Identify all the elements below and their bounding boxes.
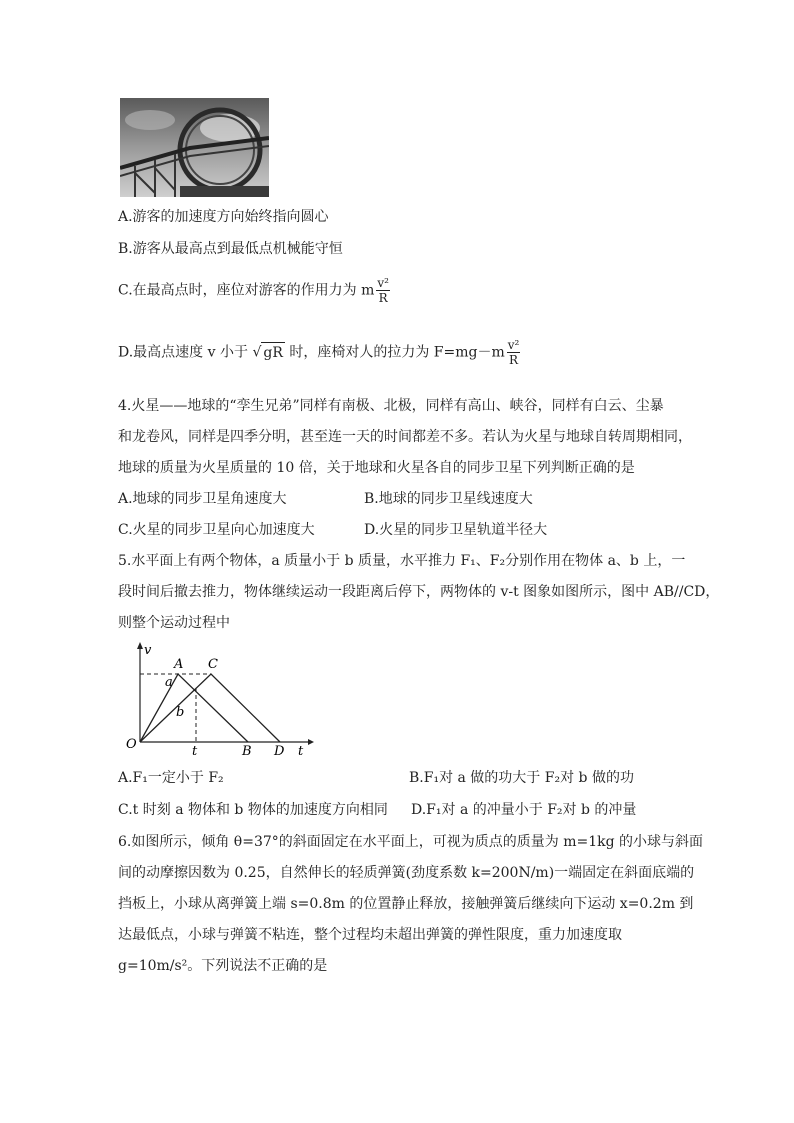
q3-option-c-text: C.在最高点时，座位对游客的作用力为 m: [118, 282, 375, 299]
q3-option-d-mid: 时，座椅对人的拉力为 F=mg－m: [284, 344, 505, 361]
point-a-label: A: [174, 657, 184, 672]
time-t-label: t: [192, 744, 198, 759]
q4-option-a: A.地球的同步卫星角速度大: [118, 491, 287, 507]
sqrt-radicand: gR: [261, 342, 285, 363]
origin-label: O: [126, 737, 137, 752]
v-axis-label: v: [144, 643, 152, 658]
q5-stem-line-1: 5.水平面上有两个物体，a 质量小于 b 质量，水平推力 F₁、F₂分别作用在物体 a、b 上，一: [118, 553, 686, 569]
v-axis-arrow-icon: [137, 642, 143, 649]
q4-stem-line-2: 和龙卷风，同样是四季分明，甚至连一天的时间都差不多。若认为火星与地球自转周期相同，: [118, 429, 692, 445]
q3-option-d-text: D.最高点速度 v 小于: [118, 344, 253, 361]
q3-option-a: A.游客的加速度方向始终指向圆心: [118, 209, 329, 225]
q6-stem-line-5: g=10m/s²。下列说法不正确的是: [118, 958, 328, 974]
fraction: [507, 338, 521, 367]
q5-option-a: A.F₁一定小于 F₂: [118, 770, 224, 786]
q4-option-b: B.地球的同步卫星线速度大: [364, 491, 533, 507]
point-c-label: C: [208, 657, 218, 672]
t-axis-label: t: [298, 744, 304, 759]
q5-option-d: D.F₁对 a 的冲量小于 F₂对 b 的冲量: [411, 802, 637, 818]
q5-option-c: C.t 时刻 a 物体和 b 物体的加速度方向相同: [118, 802, 388, 818]
q5-stem-line-2: 段时间后撤去推力，物体继续运动一段距离后停下，两物体的 v-t 图象如图所示，图中 AB//CD，: [118, 584, 720, 600]
fraction-denominator: R: [509, 353, 519, 367]
roller-coaster-photo: [120, 98, 269, 197]
vt-graph: [120, 640, 315, 762]
q4-option-c: C.火星的同步卫星向心加速度大: [118, 522, 315, 538]
line-b: [140, 674, 280, 742]
q5-option-b: B.F₁对 a 做的功大于 F₂对 b 做的功: [409, 770, 634, 786]
q3-option-d: D.最高点速度 v 小于 √ gR 时，座椅对人的拉力为 F=mg－m $\frac{\text{v²}}{R}$: [118, 338, 520, 367]
q3-option-b: B.游客从最高点到最低点机械能守恒: [118, 241, 343, 257]
q5-stem-line-3: 则整个运动过程中: [118, 615, 230, 631]
q6-stem-line-2: 间的动摩擦因数为 0.25，自然伸长的轻质弹簧(劲度系数 k=200N/m)一端固定在斜面底端的: [118, 865, 695, 881]
q6-stem-line-1: 6.如图所示，倾角 θ=37°的斜面固定在水平面上，可视为质点的质量为 m=1kg 的小球与斜面: [118, 834, 704, 850]
point-d-label: D: [274, 744, 285, 759]
q6-stem-line-3: 挡板上，小球从离弹簧上端 s=0.8m 的位置静止释放，接触弹簧后继续向下运动 x=0.2m 到: [118, 896, 694, 912]
line-b-label: b: [176, 705, 185, 720]
q4-stem-line-1: 4.火星——地球的“孪生兄弟”同样有南极、北极，同样有高山、峡谷，同样有白云、尘暴: [118, 398, 664, 414]
fraction-numerator: v²: [377, 276, 389, 290]
point-b-label: B: [242, 744, 252, 759]
fraction: [376, 276, 390, 305]
line-a: [140, 674, 248, 742]
fraction-numerator: v²: [507, 338, 520, 352]
q4-stem-line-3: 地球的质量为火星质量的 10 倍，关于地球和火星各自的同步卫星下列判断正确的是: [118, 460, 635, 476]
q6-stem-line-4: 达最低点，小球与弹簧不粘连，整个过程均未超出弹簧的弹性限度，重力加速度取: [118, 927, 622, 943]
t-axis-arrow-icon: [308, 739, 314, 745]
q4-option-d: D.火星的同步卫星轨道半径大: [364, 522, 548, 538]
q3-option-c: [118, 276, 390, 305]
line-a-label: a: [165, 675, 173, 690]
fraction-denominator: R: [378, 291, 388, 305]
